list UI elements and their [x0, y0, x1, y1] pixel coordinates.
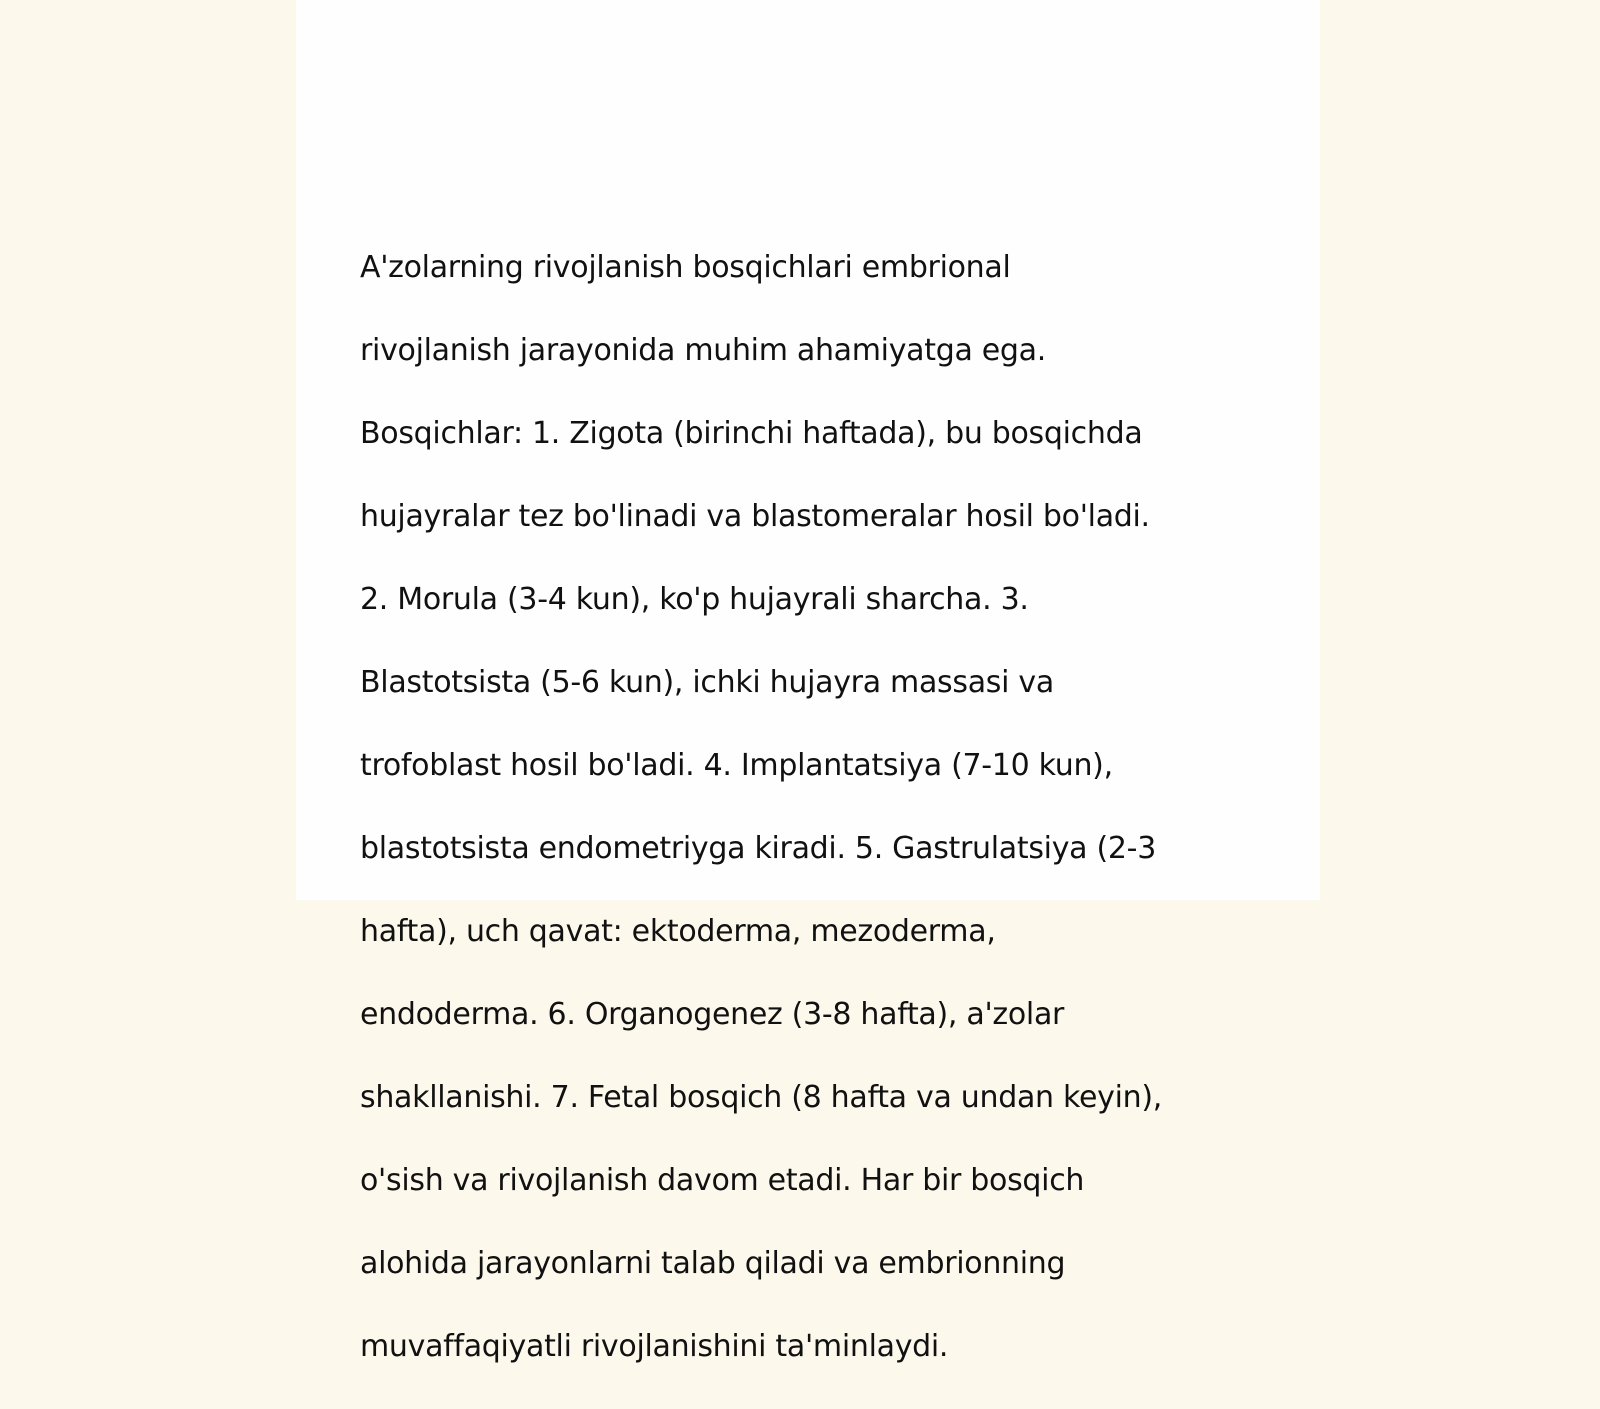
text-line: hujayralar tez bo'linadi va blastomeralar hosil bo'ladi. [360, 498, 1150, 534]
text-line: A'zolarning rivojlanish bosqichlari embrional [360, 249, 1011, 285]
text-line: shakllanishi. 7. Fetal bosqich (8 hafta va undan keyin), [360, 1079, 1162, 1115]
body-paragraph [360, 205, 1250, 1409]
text-line: blastotsista endometriyga kiradi. 5. Gastrulatsiya (2-3 [360, 830, 1156, 866]
document-page [296, 0, 1320, 1364]
text-line: muvaffaqiyatli rivojlanishini ta'minlaydi. [360, 1328, 949, 1364]
text-line: hafta), uch qavat: ektoderma, mezoderma, [360, 913, 996, 949]
text-line: o'sish va rivojlanish davom etadi. Har bir bosqich [360, 1162, 1085, 1198]
text-line: rivojlanish jarayonida muhim ahamiyatga ega. [360, 332, 1046, 368]
text-line: endoderma. 6. Organogenez (3-8 hafta), a'zolar [360, 996, 1065, 1032]
text-line: Blastotsista (5-6 kun), ichki hujayra massasi va [360, 664, 1054, 700]
text-line: trofoblast hosil bo'ladi. 4. Implantatsiya (7-10 kun), [360, 747, 1113, 783]
text-line: 2. Morula (3-4 kun), ko'p hujayrali sharcha. 3. [360, 581, 1029, 617]
text-line: Bosqichlar: 1. Zigota (birinchi haftada), bu bosqichda [360, 415, 1143, 451]
text-line: alohida jarayonlarni talab qiladi va embrionning [360, 1245, 1066, 1281]
